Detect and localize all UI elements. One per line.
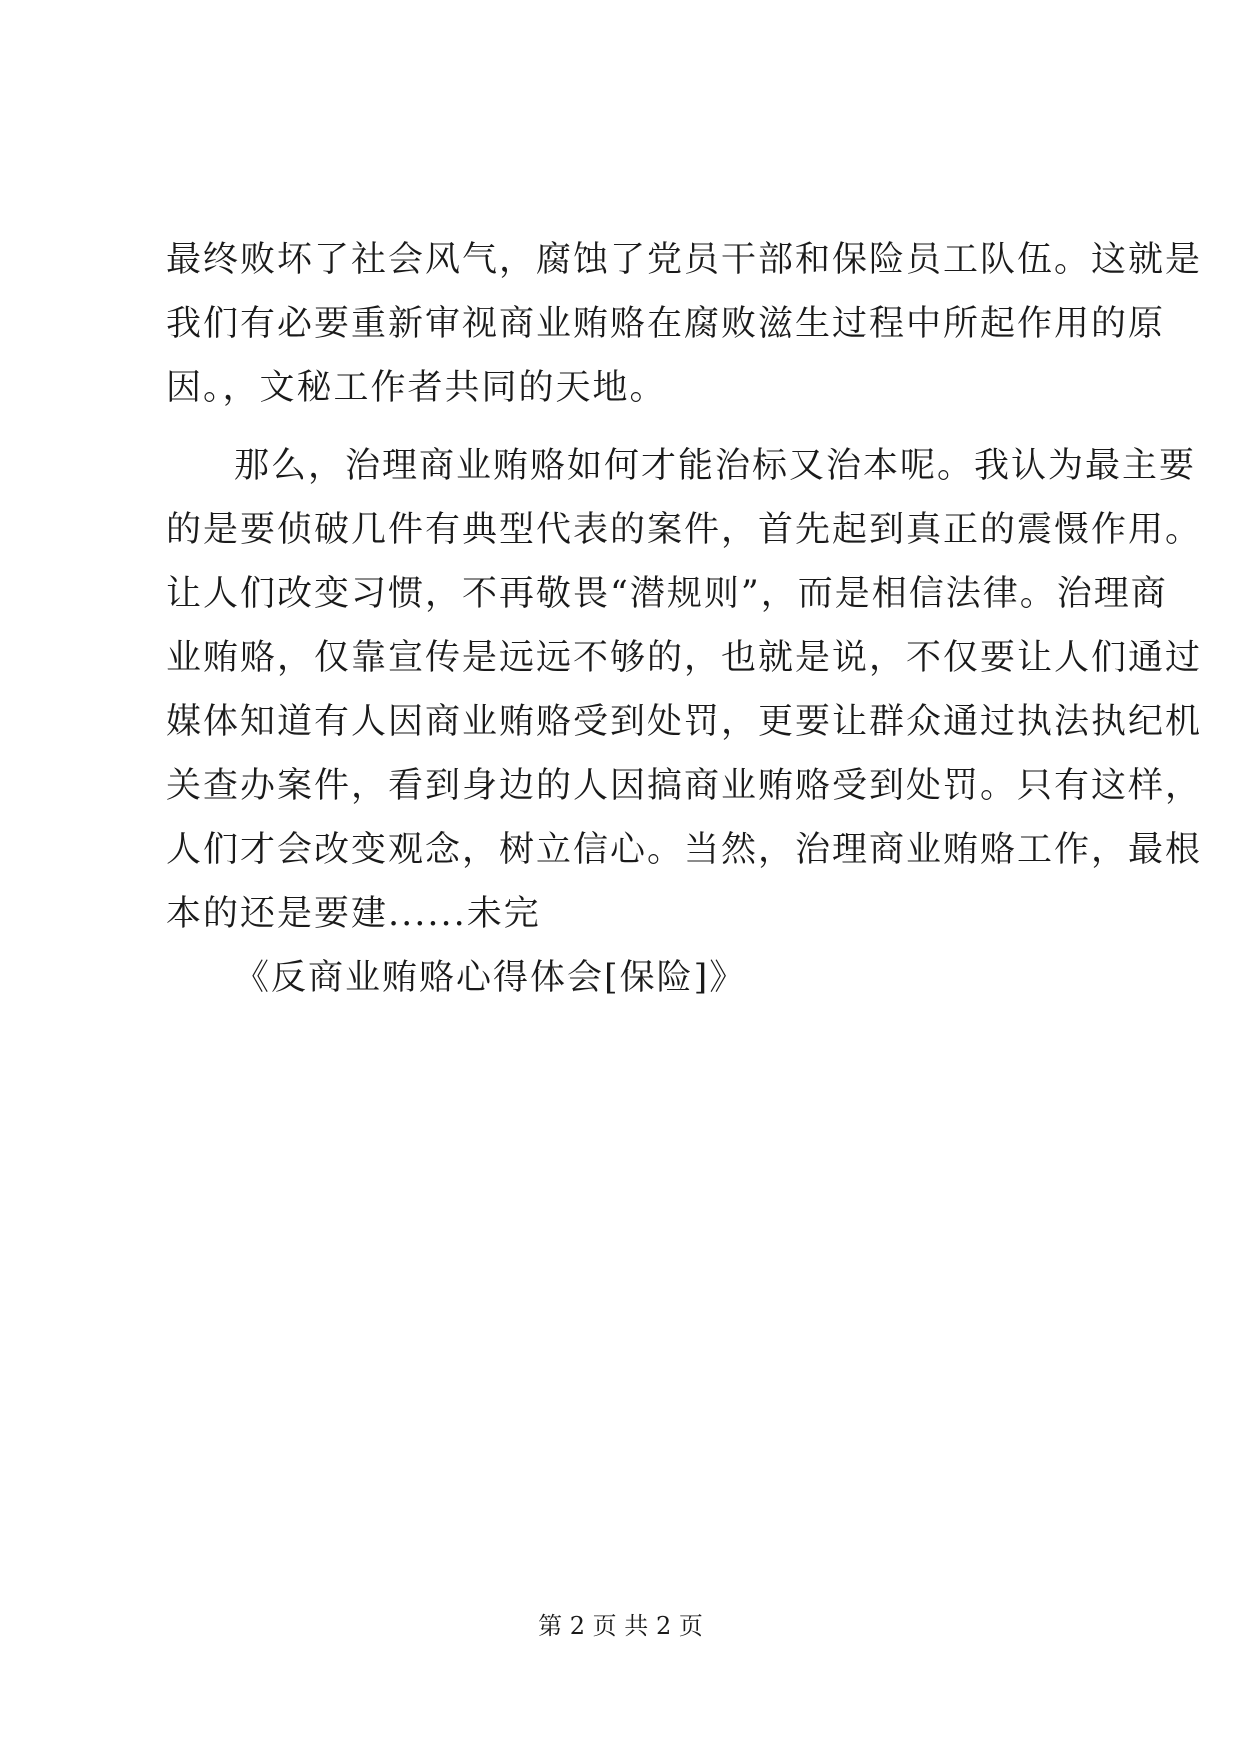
paragraph-2-line-2: 的是要侦破几件有典型代表的案件，首先起到真正的震慑作用。 [166,510,1203,550]
paragraph-2-line-1: 那么，治理商业贿赂如何才能治标又治本呢。我认为最主要 [234,446,1197,486]
paragraph-2-line-7: 人们才会改变观念，树立信心。当然，治理商业贿赂工作，最根 [166,830,1203,870]
paragraph-2-line-8: 本的还是要建......未完 [166,894,541,934]
paragraph-2-line-3: 让人们改变习惯，不再敬畏“潜规则”，而是相信法律。治理商 [166,574,1168,614]
paragraph-1-line-1: 最终败坏了社会风气，腐蚀了党员干部和保险员工队伍。这就是 [166,240,1203,280]
document-title-reference: 《反商业贿赂心得体会[保险]》 [234,958,747,998]
document-body [166,228,1203,1010]
paragraph-2-line-5: 媒体知道有人因商业贿赂受到处罚，更要让群众通过执法执纪机 [166,702,1203,742]
paragraph-1-line-3: 因。，文秘工作者共同的天地。 [166,368,667,408]
paragraph-2-line-6: 关查办案件，看到身边的人因搞商业贿赂受到处罚。只有这样， [166,766,1203,806]
paragraph-2-line-4: 业贿赂，仅靠宣传是远远不够的，也就是说，不仅要让人们通过 [166,638,1203,678]
paragraph-1-line-2: 我们有必要重新审视商业贿赂在腐败滋生过程中所起作用的原 [166,304,1166,344]
page-number-footer: 第 2 页 共 2 页 [538,1612,703,1640]
